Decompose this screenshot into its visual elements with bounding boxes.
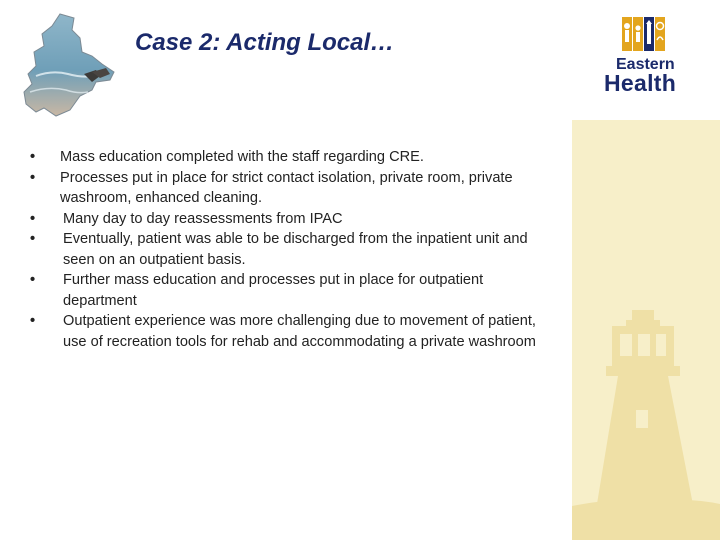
bullet-text: Many day to day reassessments from IPAC (63, 210, 343, 227)
bullet-text: Outpatient experience was more challenging due to movement of patient, use of recreation tools for rehab and accommodating a private washroom (63, 313, 536, 350)
bullet-dot: • (30, 231, 36, 247)
bullet-text: Processes put in place for strict contact isolation, private room, private washroom, enhanced cleaning. (60, 169, 513, 206)
slide-title: Case 2: Acting Local… (135, 29, 395, 56)
bullet-dot: • (30, 149, 36, 165)
newfoundland-map-image (22, 12, 120, 120)
logo-text-eastern: Eastern (616, 56, 675, 73)
bullet-text: Mass education completed with the staff regarding CRE. (60, 149, 424, 165)
lighthouse-graphic (572, 300, 720, 540)
list-item (30, 168, 560, 209)
bullet-text: Further mass education and processes put in place for outpatient department (63, 272, 484, 309)
bullet-dot: • (30, 272, 36, 288)
list-item (30, 147, 560, 168)
list-item (30, 311, 560, 352)
list-item (30, 270, 560, 311)
bullet-text: Eventually, patient was able to be discharged from the inpatient unit and seen on an outpatient basis. (63, 231, 528, 268)
bullet-dot: • (30, 210, 36, 227)
bullet-dot: • (30, 169, 36, 186)
bullet-list (30, 147, 560, 352)
list-item (30, 209, 560, 230)
list-item (30, 229, 560, 270)
logo-text-health: Health (604, 70, 677, 96)
bullet-dot: • (30, 313, 36, 329)
